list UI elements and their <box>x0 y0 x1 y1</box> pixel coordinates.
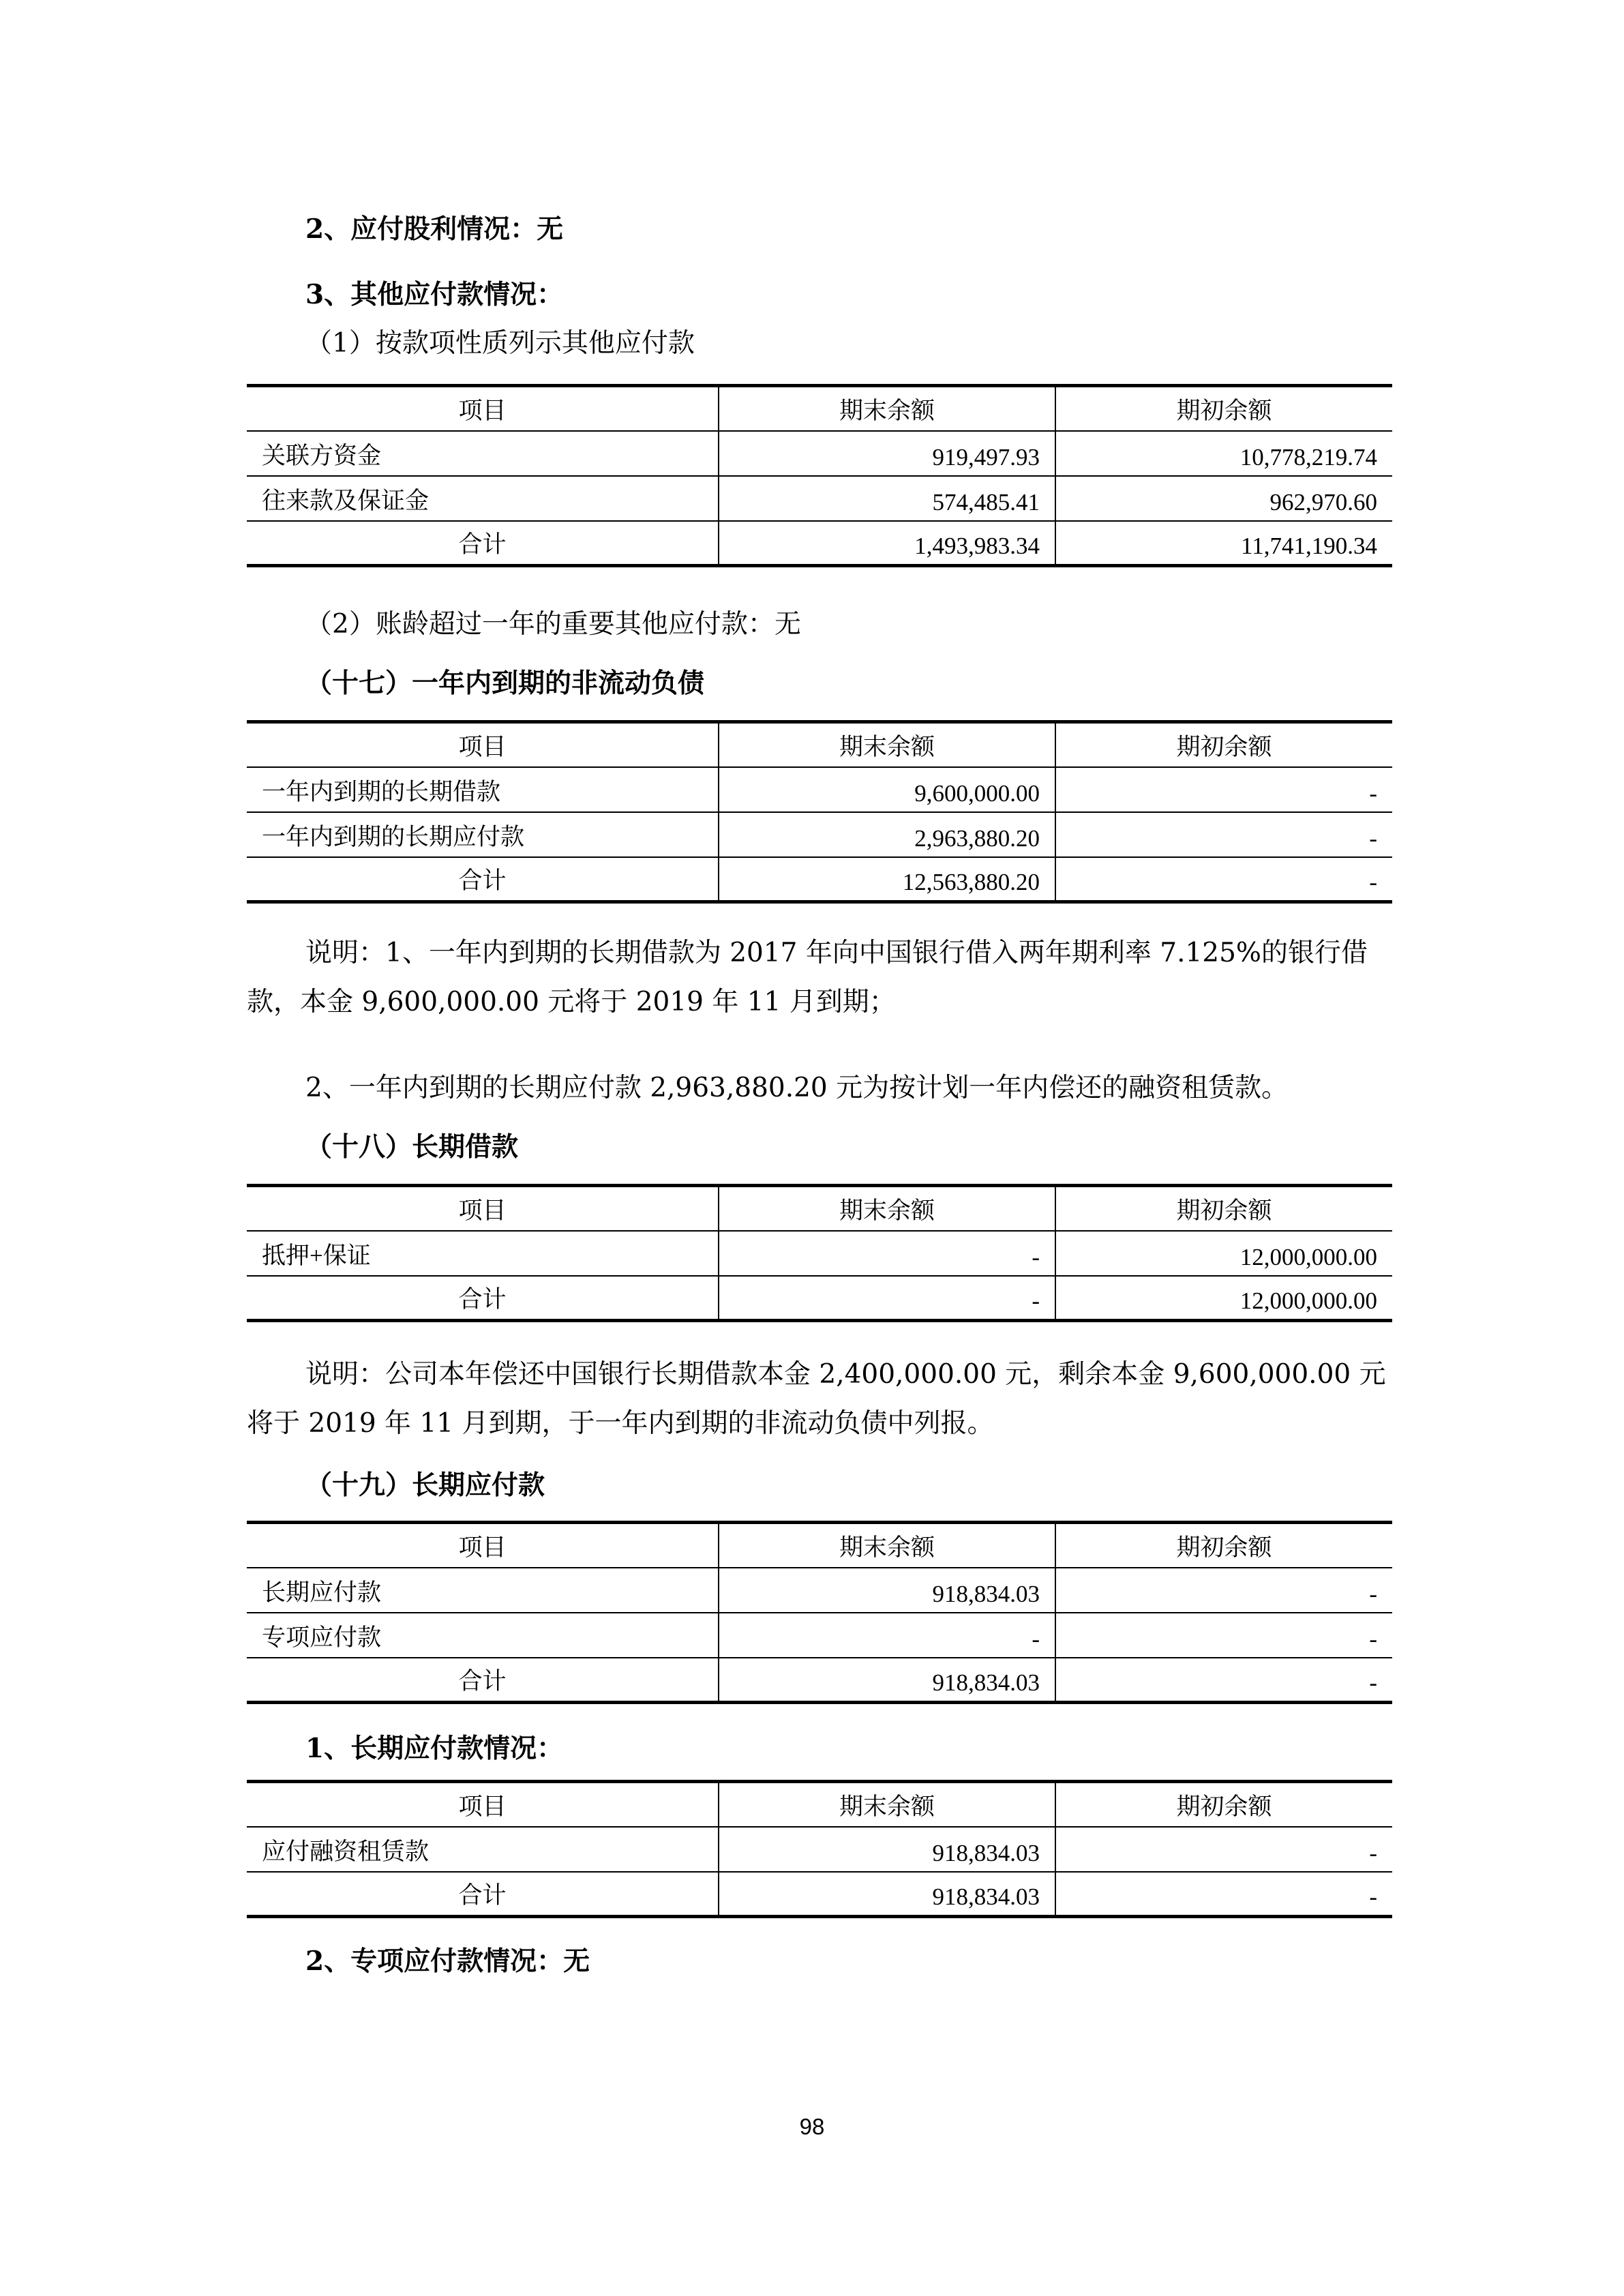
closing-balance-cell: 918,834.03 <box>719 1568 1055 1613</box>
table-total-row <box>247 521 1392 566</box>
table-header-row <box>247 722 1392 767</box>
table-row <box>247 1231 1392 1276</box>
subheading-aged-payables: （2）账龄超过一年的重要其他应付款：无 <box>305 609 801 640</box>
opening-balance-cell: 10,778,219.74 <box>1055 431 1392 476</box>
table-total-row <box>247 857 1392 902</box>
closing-balance-cell: 9,600,000.00 <box>719 767 1055 812</box>
table-total-row <box>247 1658 1392 1703</box>
table-row <box>247 476 1392 521</box>
heading-section-17: （十七）一年内到期的非流动负债 <box>305 668 705 699</box>
header-closing-balance: 期末余额 <box>719 1186 1055 1231</box>
total-closing-balance: 918,834.03 <box>719 1658 1055 1703</box>
opening-balance-cell: 962,970.60 <box>1055 476 1392 521</box>
closing-balance-cell: 919,497.93 <box>719 431 1055 476</box>
table-row <box>247 431 1392 476</box>
header-closing-balance: 期末余额 <box>719 386 1055 431</box>
header-item: 项目 <box>247 1523 719 1568</box>
total-closing-balance: 12,563,880.20 <box>719 857 1055 902</box>
table-header-row <box>247 386 1392 431</box>
opening-balance-cell: - <box>1055 1827 1392 1872</box>
total-label: 合计 <box>247 1658 719 1703</box>
heading-section-19: （十九）长期应付款 <box>305 1470 545 1501</box>
header-item: 项目 <box>247 722 719 767</box>
table-row <box>247 1613 1392 1658</box>
closing-balance-cell: 918,834.03 <box>719 1827 1055 1872</box>
total-opening-balance: 12,000,000.00 <box>1055 1276 1392 1321</box>
table-row <box>247 812 1392 857</box>
total-label: 合计 <box>247 857 719 902</box>
row-label: 一年内到期的长期应付款 <box>247 812 719 857</box>
header-opening-balance: 期初余额 <box>1055 1782 1392 1827</box>
table-long-term-payables <box>247 1521 1392 1704</box>
note-section-17-paragraph-1: 说明：1、一年内到期的长期借款为 2017 年向中国银行借入两年期利率 7.125%的银行借款，本金 9,600,000.00 元将于 2019 年 11 月到期； <box>247 938 1368 1017</box>
row-label: 一年内到期的长期借款 <box>247 767 719 812</box>
header-item: 项目 <box>247 1782 719 1827</box>
total-closing-balance: - <box>719 1276 1055 1321</box>
table-long-term-loans <box>247 1184 1392 1322</box>
row-label: 抵押+保证 <box>247 1231 719 1276</box>
total-label: 合计 <box>247 1872 719 1917</box>
row-label: 长期应付款 <box>247 1568 719 1613</box>
table-row <box>247 1827 1392 1872</box>
opening-balance-cell: 12,000,000.00 <box>1055 1231 1392 1276</box>
page-number: 98 <box>799 2114 825 2139</box>
table-row <box>247 767 1392 812</box>
table-header-row <box>247 1186 1392 1231</box>
closing-balance-cell: - <box>719 1231 1055 1276</box>
note-section-18: 说明：公司本年偿还中国银行长期借款本金 2,400,000.00 元，剩余本金 9,600,000.00 元将于 2019 年 11 月到期，于一年内到期的非流动负债中列报。 <box>247 1359 1386 1439</box>
header-opening-balance: 期初余额 <box>1055 1523 1392 1568</box>
row-label: 往来款及保证金 <box>247 476 719 521</box>
table-header-row <box>247 1782 1392 1827</box>
table-other-payables <box>247 384 1392 567</box>
opening-balance-cell: - <box>1055 1613 1392 1658</box>
header-opening-balance: 期初余额 <box>1055 386 1392 431</box>
table-long-term-payables-detail <box>247 1780 1392 1918</box>
total-closing-balance: 918,834.03 <box>719 1872 1055 1917</box>
row-label: 应付融资租赁款 <box>247 1827 719 1872</box>
header-closing-balance: 期末余额 <box>719 1782 1055 1827</box>
heading-section-18: （十八）长期借款 <box>305 1131 519 1163</box>
row-label: 关联方资金 <box>247 431 719 476</box>
opening-balance-cell: - <box>1055 1568 1392 1613</box>
heading-other-payables: 3、其他应付款情况： <box>305 279 564 310</box>
heading-long-term-payables-detail: 1、长期应付款情况： <box>305 1733 564 1764</box>
table-current-noncurrent-liabilities <box>247 720 1392 904</box>
total-opening-balance: - <box>1055 1872 1392 1917</box>
note-section-17-paragraph-2: 2、一年内到期的长期应付款 2,963,880.20 元为按计划一年内偿还的融资租赁款。 <box>305 1073 1289 1103</box>
total-label: 合计 <box>247 1276 719 1321</box>
closing-balance-cell: 574,485.41 <box>719 476 1055 521</box>
subheading-by-nature: （1）按款项性质列示其他应付款 <box>305 328 695 359</box>
table-row <box>247 1568 1392 1613</box>
total-closing-balance: 1,493,983.34 <box>719 521 1055 566</box>
header-opening-balance: 期初余额 <box>1055 722 1392 767</box>
opening-balance-cell: - <box>1055 767 1392 812</box>
heading-dividends-payable: 2、应付股利情况：无 <box>305 213 564 245</box>
table-total-row <box>247 1872 1392 1917</box>
row-label: 专项应付款 <box>247 1613 719 1658</box>
closing-balance-cell: 2,963,880.20 <box>719 812 1055 857</box>
header-item: 项目 <box>247 1186 719 1231</box>
closing-balance-cell: - <box>719 1613 1055 1658</box>
header-item: 项目 <box>247 386 719 431</box>
table-total-row <box>247 1276 1392 1321</box>
heading-special-payables: 2、专项应付款情况：无 <box>305 1945 590 1977</box>
total-opening-balance: 11,741,190.34 <box>1055 521 1392 566</box>
header-closing-balance: 期末余额 <box>719 722 1055 767</box>
header-closing-balance: 期末余额 <box>719 1523 1055 1568</box>
opening-balance-cell: - <box>1055 812 1392 857</box>
header-opening-balance: 期初余额 <box>1055 1186 1392 1231</box>
total-label: 合计 <box>247 521 719 566</box>
total-opening-balance: - <box>1055 857 1392 902</box>
total-opening-balance: - <box>1055 1658 1392 1703</box>
table-header-row <box>247 1523 1392 1568</box>
